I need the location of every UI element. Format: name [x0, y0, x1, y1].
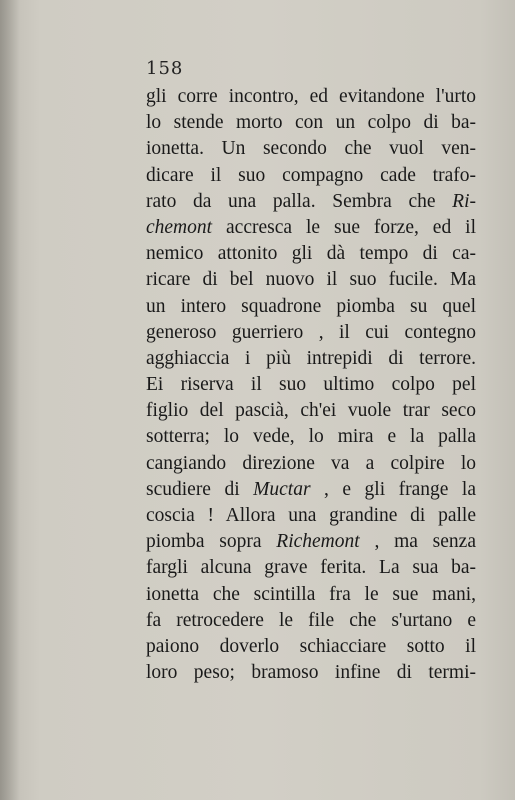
text-line: figlio del pascià, ch'ei vuole trar seco [146, 400, 476, 422]
text-line: agghiaccia i più intrepidi di terrore. [146, 347, 476, 369]
text-line: ionetta che scintilla fra le sue mani, [146, 583, 476, 605]
text-line: gli corre incontro, ed evitandone l'urto [146, 86, 476, 107]
text-line: dicare il suo compagno cade trafo- [146, 164, 476, 186]
text-line: nemico attonito gli dà tempo di ca- [146, 243, 476, 265]
text-line: chemont accresca le sue forze, ed il [146, 216, 476, 238]
text-line: loro peso; bramoso infine di termi- [146, 662, 476, 684]
text-line: rato da una palla. Sembra che Ri- [146, 190, 476, 212]
text-line: un intero squadrone piomba su quel [146, 295, 476, 317]
text-line: fa retrocedere le file che s'urtano e [146, 609, 476, 631]
text-line: Ei riserva il suo ultimo colpo pel [146, 374, 476, 396]
text-line: lo stende morto con un colpo di ba- [146, 112, 476, 134]
page-text [146, 84, 476, 686]
text-line: cangiando direzione va a colpire lo [146, 452, 476, 474]
text-line: piomba sopra Richemont , ma senza [146, 531, 476, 553]
text-line: ionetta. Un secondo che vuol ven- [146, 138, 476, 160]
text-line: generoso guerriero , il cui contegno [146, 321, 476, 343]
text-line: coscia ! Allora una grandine di palle [146, 505, 476, 526]
text-line: fargli alcuna grave ferita. La sua ba- [146, 557, 476, 579]
text-line: paiono doverlo schiacciare sotto il [146, 635, 476, 657]
text-line: ricare di bel nuovo il suo fucile. Ma [146, 269, 476, 291]
text-line: sotterra; lo vede, lo mira e la palla [146, 426, 476, 448]
text-line: scudiere di Muctar , e gli frange la [146, 478, 476, 500]
page-number: 158 [146, 58, 184, 79]
